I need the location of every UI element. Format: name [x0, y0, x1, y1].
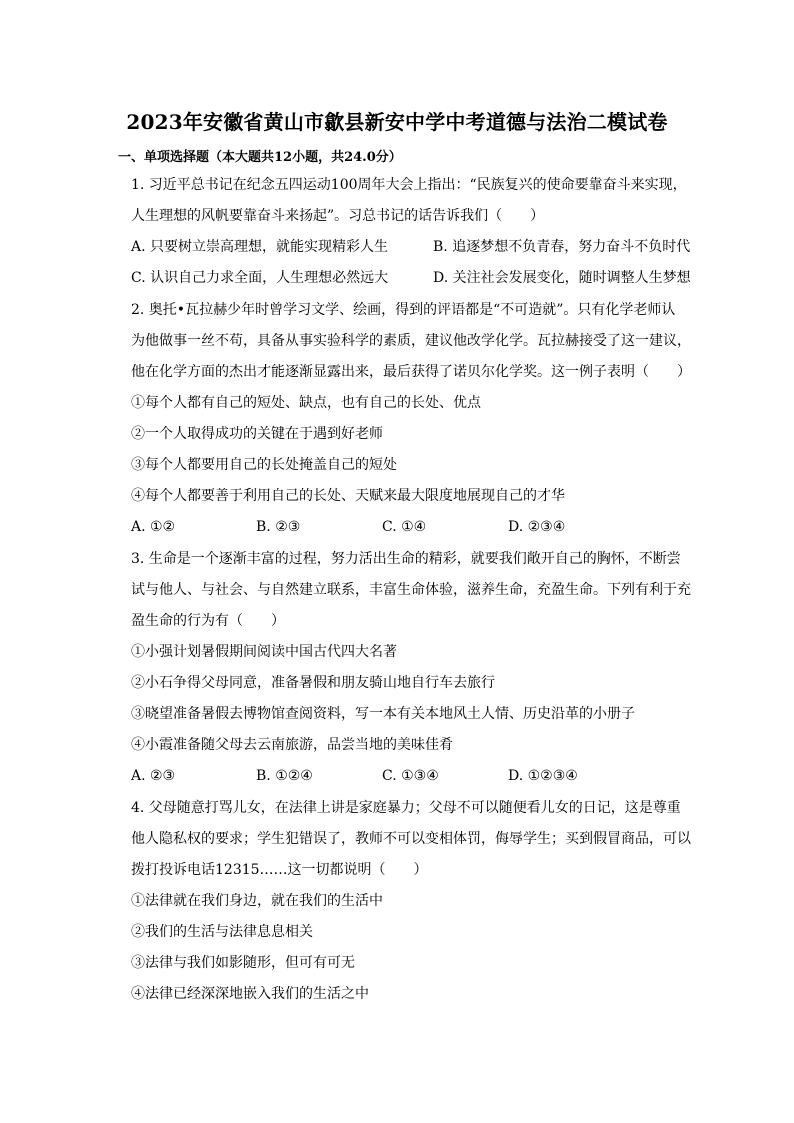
question-2-statement-2: ②一个人取得成功的关键在于遇到好老师	[131, 426, 383, 442]
question-3-stem-line-3: 盈生命的行为有（ ）	[131, 613, 285, 629]
question-3-option-c: C. ①③④	[382, 768, 439, 784]
question-1-option-c: C. 认识自己力求全面，人生理想必然远大	[131, 270, 389, 286]
question-2-option-a: A. ①②	[131, 519, 176, 535]
question-2-statement-1: ①每个人都有自己的短处、缺点，也有自己的长处、优点	[131, 395, 481, 411]
question-3-option-a: A. ②③	[131, 768, 176, 784]
question-1-option-a: A. 只要树立崇高理想，就能实现精彩人生	[131, 239, 389, 255]
question-1-option-d: D. 关注社会发展变化，随时调整人生梦想	[433, 270, 691, 286]
question-2-stem-line-2: 为他做事一丝不苟，具备从事实验科学的素质，建议他改学化学。瓦拉赫接受了这一建议，	[131, 333, 691, 349]
question-3-statement-4: ④小霞准备随父母去云南旅游，品尝当地的美味佳肴	[131, 737, 453, 753]
question-4-statement-1: ①法律就在我们身边，就在我们的生活中	[131, 893, 383, 909]
question-4-statement-4: ④法律已经深深地嵌入我们的生活之中	[131, 986, 369, 1002]
question-4-stem-line-2: 他人隐私权的要求；学生犯错误了，教师不可以变相体罚，侮辱学生；买到假冒商品，可以	[131, 831, 691, 847]
question-4-stem-line-1: 4. 父母随意打骂儿女，在法律上讲是家庭暴力；父母不可以随便看儿女的日记，这是尊重	[131, 800, 681, 816]
question-3-statement-2: ②小石争得父母同意，准备暑假和朋友骑山地自行车去旅行	[131, 675, 495, 691]
question-2-statement-3: ③每个人都要用自己的长处掩盖自己的短处	[131, 457, 397, 473]
question-1-stem-line-2: 人生理想的风帆要靠奋斗来扬起”。习总书记的话告诉我们（ ）	[131, 208, 545, 224]
question-3-stem-line-2: 试与他人、与社会、与自然建立联系，丰富生命体验，滋养生命，充盈生命。下列有利于充	[131, 582, 691, 598]
question-3-stem-line-1: 3. 生命是一个逐渐丰富的过程，努力活出生命的精彩，就要我们敞开自己的胸怀，不断尝	[131, 551, 681, 567]
question-4-stem-line-3: 拨打投诉电话12315……这一切都说明（ ）	[131, 862, 428, 878]
question-4-statement-3: ③法律与我们如影随形，但可有可无	[131, 955, 355, 971]
question-3-statement-1: ①小强计划暑假期间阅读中国古代四大名著	[131, 644, 397, 660]
question-3-option-b: B. ①②④	[256, 768, 313, 784]
question-2-statement-4: ④每个人都要善于利用自己的长处、天赋来最大限度地展现自己的才华	[131, 488, 565, 504]
question-4-statement-2: ②我们的生活与法律息息相关	[131, 924, 313, 940]
question-2-option-d: D. ②③④	[508, 519, 566, 535]
section-heading: 一、单项选择题（本大题共12小题，共24.0分）	[118, 150, 402, 165]
exam-title: 2023年安徽省黄山市歙县新安中学中考道德与法治二模试卷	[126, 110, 668, 134]
question-3-option-d: D. ①②③④	[508, 768, 578, 784]
question-2-option-b: B. ②③	[256, 519, 301, 535]
question-1-option-b: B. 追逐梦想不负青春，努力奋斗不负时代	[433, 239, 691, 255]
question-2-stem-line-3: 他在化学方面的杰出才能逐渐显露出来，最后获得了诺贝尔化学奖。这一例子表明（ ）	[131, 364, 691, 380]
question-3-statement-3: ③晓望准备暑假去博物馆查阅资料，写一本有关本地风土人情、历史沿革的小册子	[131, 706, 635, 722]
question-1-stem-line-1: 1. 习近平总书记在纪念五四运动100周年大会上指出：“民族复兴的使命要靠奋斗来实现，	[131, 177, 687, 193]
question-2-stem-line-1: 2. 奥托•瓦拉赫少年时曾学习文学、绘画，得到的评语都是“不可造就”。只有化学老师认	[131, 302, 676, 318]
question-2-option-c: C. ①④	[382, 519, 427, 535]
